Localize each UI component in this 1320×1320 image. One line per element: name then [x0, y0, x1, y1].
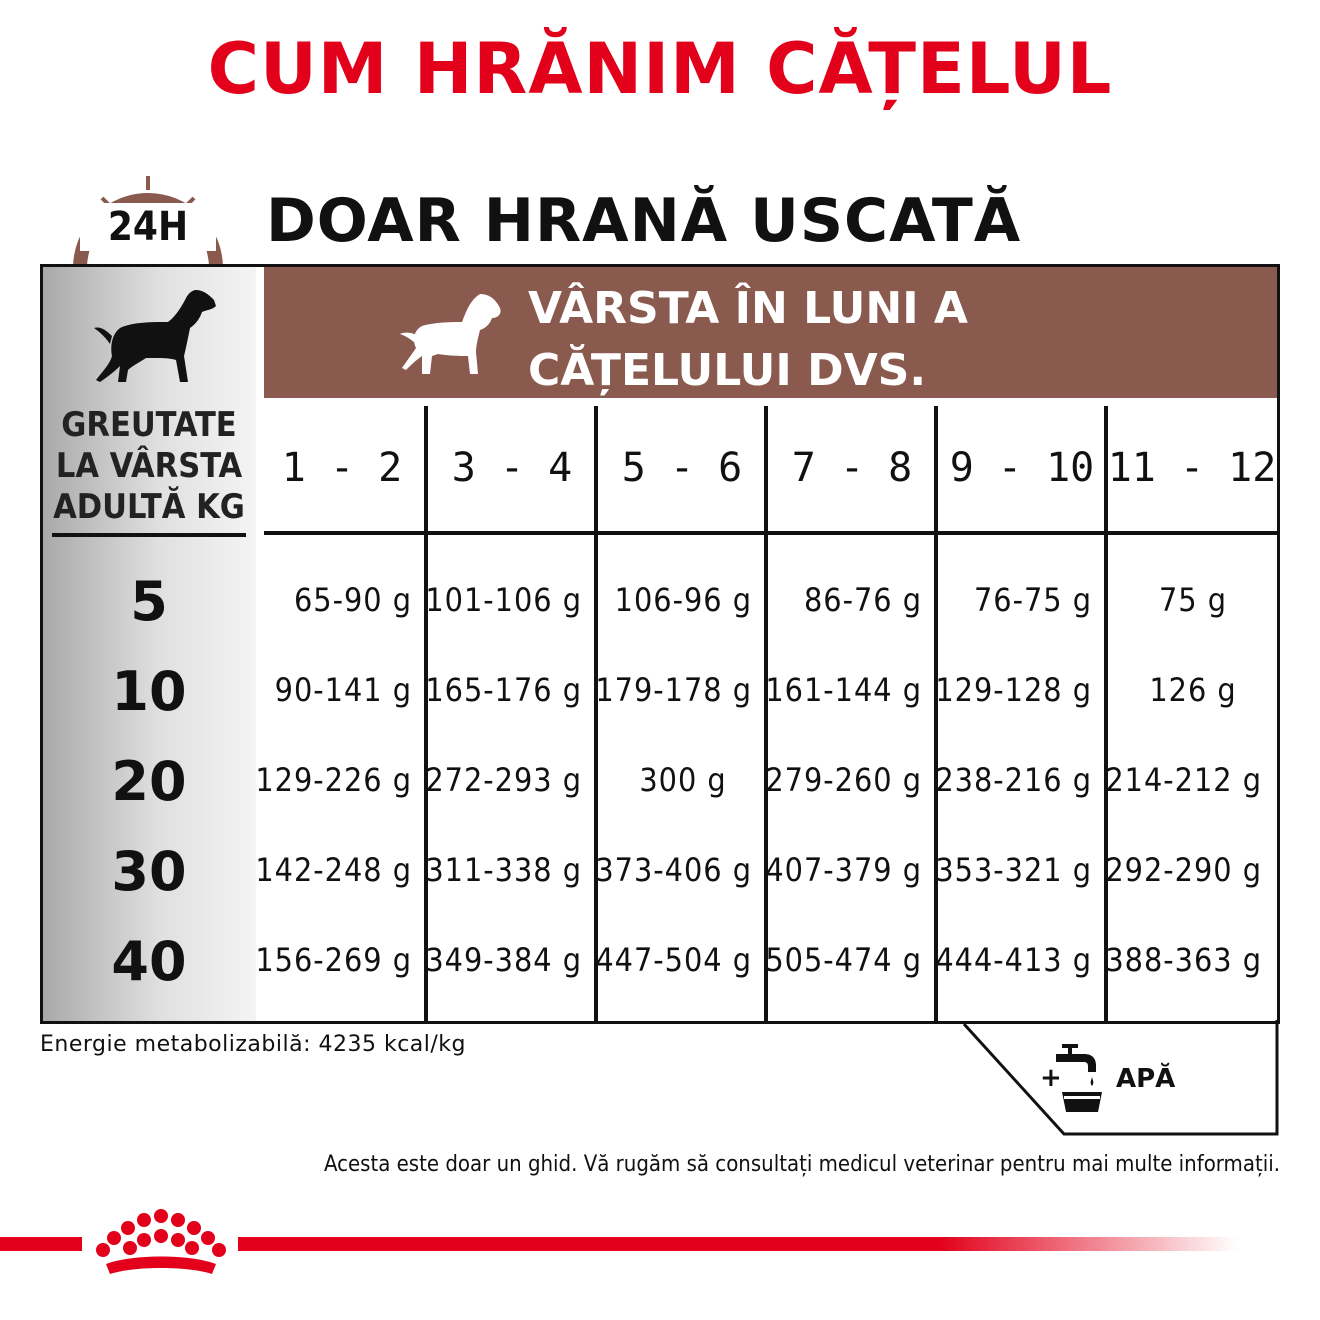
age-column-label: 5 - 6 [621, 445, 743, 491]
clock-label: 24H [80, 203, 216, 251]
weight-value: 20 [111, 750, 187, 813]
portion-cell: 272-293 g [425, 761, 582, 799]
puppy-icon [396, 290, 504, 380]
portion-cell: 292-290 g [1105, 851, 1262, 889]
weight-heading-line: GREUTATE [61, 405, 237, 445]
energy-note: Energie metabolizabilă: 4235 kcal/kg [40, 1032, 466, 1057]
portion-cell: 86-76 g [803, 581, 922, 619]
age-column-label: 11 - 12 [1107, 445, 1277, 491]
portion-cell: 76-75 g [973, 581, 1092, 619]
weight-value: 5 [130, 570, 168, 633]
portion-cell: 505-474 g [765, 941, 922, 979]
header-divider [264, 531, 1277, 535]
age-heading-line: VÂRSTA ÎN LUNI A [528, 283, 968, 334]
portion-cell: 444-413 g [935, 941, 1092, 979]
water-label: APĂ [1116, 1064, 1176, 1094]
age-column-label: 9 - 10 [949, 445, 1095, 491]
portion-cell: 279-260 g [765, 761, 922, 799]
weight-value: 30 [111, 840, 187, 903]
portion-cell: 165-176 g [425, 671, 582, 709]
portion-cell: 388-363 g [1105, 941, 1262, 979]
disclaimer: Acesta este doar un ghid. Vă rugăm să consultați medicul veterinar pentru mai multe informații. [323, 1152, 1280, 1177]
water-plus: + [1040, 1063, 1062, 1093]
water-tap-bowl-icon [1054, 1042, 1106, 1114]
portion-cell: 214-212 g [1105, 761, 1262, 799]
portion-cell: 129-128 g [935, 671, 1092, 709]
brand-bar-right [238, 1237, 1238, 1251]
portion-cell: 300 g [639, 761, 727, 799]
weight-value: 10 [111, 660, 187, 723]
portion-cell: 142-248 g [255, 851, 412, 889]
weight-heading [44, 405, 254, 528]
column-divider [1104, 406, 1108, 1021]
portion-cell: 126 g [1149, 671, 1237, 709]
portion-cell: 407-379 g [765, 851, 922, 889]
age-heading-line: CĂȚELULUI DVS. [528, 345, 927, 396]
weight-heading-line: ADULTĂ KG [53, 487, 245, 527]
weight-heading-line: LA VÂRSTA [55, 446, 243, 486]
age-column-label: 3 - 4 [451, 445, 573, 491]
portion-cell: 179-178 g [595, 671, 752, 709]
age-column-label: 7 - 8 [791, 445, 913, 491]
dog-icon [92, 286, 220, 386]
portion-cell: 373-406 g [595, 851, 752, 889]
portion-cell: 90-141 g [274, 671, 412, 709]
portion-cell: 156-269 g [255, 941, 412, 979]
royal-canin-crown-logo [92, 1208, 230, 1282]
weight-value: 40 [111, 930, 187, 993]
portion-cell: 349-384 g [425, 941, 582, 979]
portion-cell: 161-144 g [765, 671, 922, 709]
portion-cell: 353-321 g [935, 851, 1092, 889]
section-title: DOAR HRANĂ USCATĂ [266, 186, 1022, 256]
brand-bar-left [0, 1237, 82, 1251]
portion-cell: 101-106 g [425, 581, 582, 619]
portion-cell: 75 g [1158, 581, 1228, 619]
portion-cell: 129-226 g [255, 761, 412, 799]
portion-cell: 65-90 g [293, 581, 412, 619]
portion-cell: 238-216 g [935, 761, 1092, 799]
weight-heading-underline [52, 533, 246, 537]
portion-cell: 447-504 g [595, 941, 752, 979]
portion-cell: 106-96 g [614, 581, 752, 619]
age-column-label: 1 - 2 [281, 445, 403, 491]
age-heading [528, 278, 1248, 402]
page-title: CUM HRĂNIM CĂȚELUL [207, 28, 1113, 110]
portion-cell: 311-338 g [425, 851, 582, 889]
